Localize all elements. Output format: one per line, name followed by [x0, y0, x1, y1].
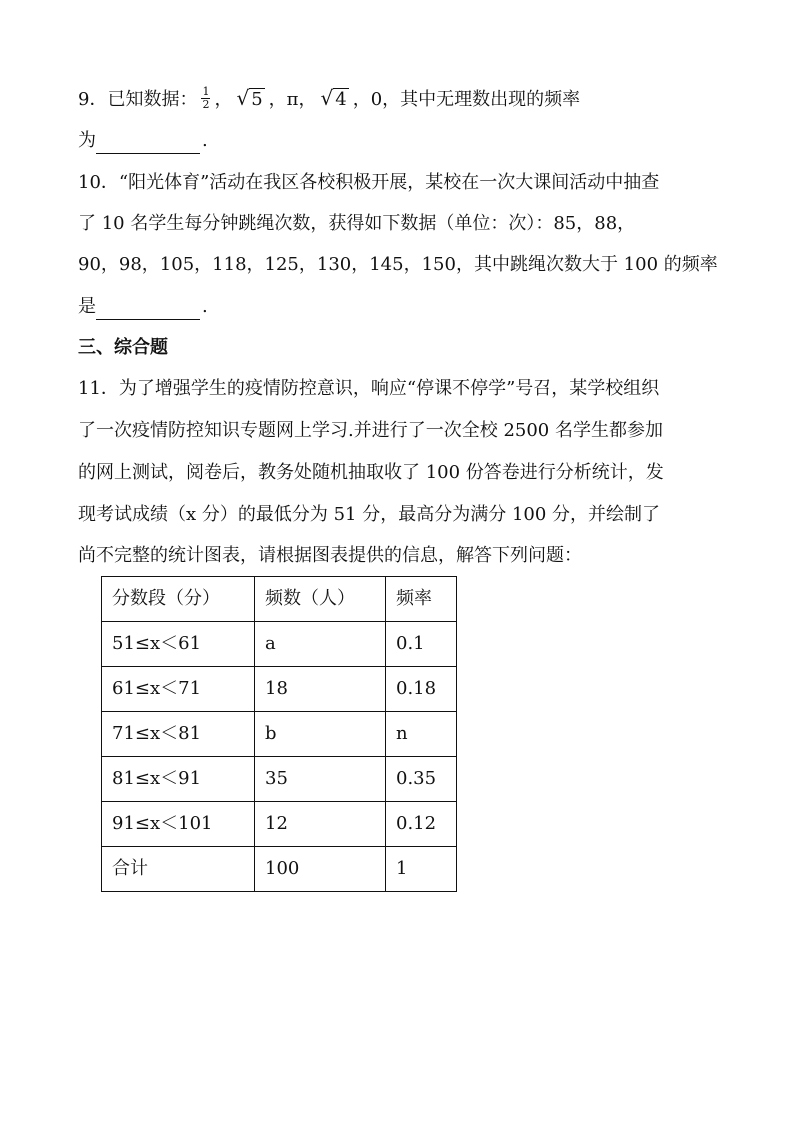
cell-score-range: 71≤x＜81 — [102, 712, 255, 757]
q10-period: . — [202, 296, 208, 317]
fraction-denominator: 2 — [202, 97, 210, 111]
table-row — [102, 667, 457, 712]
cell-count: 18 — [255, 667, 386, 712]
header-score-range: 分数段（分） — [102, 577, 255, 622]
cell-score-range: 51≤x＜61 — [102, 622, 255, 667]
q9-middle: ，π， — [268, 89, 317, 110]
cell-count: 12 — [255, 802, 386, 847]
answer-blank-q10[interactable] — [96, 299, 200, 320]
cell-score-range: 81≤x＜91 — [102, 757, 255, 802]
cell-score-range: 61≤x＜71 — [102, 667, 255, 712]
sqrt-four — [321, 85, 349, 113]
section-heading: 三、综合题 — [78, 337, 168, 358]
cell-total-rate: 1 — [386, 847, 457, 892]
cell-total-count: 100 — [255, 847, 386, 892]
cell-total-label: 合计 — [102, 847, 255, 892]
radicand: 5 — [251, 89, 263, 110]
sqrt-five — [236, 85, 264, 113]
table-row — [102, 802, 457, 847]
cell-rate: 0.18 — [386, 667, 457, 712]
table-total-row — [102, 847, 457, 892]
q10-line4-text: 是 — [78, 296, 96, 317]
cell-rate: n — [386, 712, 457, 757]
table-header-row — [102, 577, 457, 622]
question-11-line-2: 了一次疫情防控知识专题网上学习.并进行了一次全校 2500 名学生都参加 — [78, 420, 663, 441]
cell-rate: 0.1 — [386, 622, 457, 667]
cell-count: 35 — [255, 757, 386, 802]
table-row — [102, 712, 457, 757]
q9-prefix: 9．已知数据： — [78, 89, 198, 110]
cell-score-range: 91≤x＜101 — [102, 802, 255, 847]
question-11-line-3: 的网上测试，阅卷后，教务处随机抽取收了 100 份答卷进行分析统计，发 — [78, 462, 664, 483]
fraction-numerator: 1 — [202, 84, 210, 98]
table-row — [102, 757, 457, 802]
radical-sign: √ — [320, 86, 334, 110]
question-10-line-2: 了 10 名学生每分钟跳绳次数，获得如下数据（单位：次）：85，88， — [78, 213, 636, 234]
question-11-line-5: 尚不完整的统计图表，请根据图表提供的信息，解答下列问题： — [78, 545, 582, 566]
q9-line2-text: 为 — [78, 130, 96, 151]
question-10-line-1: 10．“阳光体育”活动在我区各校积极开展，某校在一次大课间活动中抽查 — [78, 172, 660, 193]
q9-suffix: ，0，其中无理数出现的频率 — [352, 89, 581, 110]
question-9-line-2 — [78, 128, 208, 154]
frequency-table — [101, 576, 457, 892]
question-11-line-1: 11．为了增强学生的疫情防控意识，响应“停课不停学”号召，某学校组织 — [78, 378, 660, 399]
q9-period: . — [202, 130, 208, 151]
table-row — [102, 622, 457, 667]
fraction-one-half — [201, 86, 210, 111]
cell-count: a — [255, 622, 386, 667]
question-10-line-4 — [78, 294, 208, 320]
header-relative-frequency: 频率 — [386, 577, 457, 622]
cell-rate: 0.12 — [386, 802, 457, 847]
cell-rate: 0.35 — [386, 757, 457, 802]
header-frequency-count: 频数（人） — [255, 577, 386, 622]
cell-count: b — [255, 712, 386, 757]
q9-separator: ， — [214, 89, 233, 110]
radical-sign: √ — [236, 86, 250, 110]
answer-blank-q9[interactable] — [96, 133, 200, 154]
question-10-line-3: 90，98，105，118，125，130，145，150，其中跳绳次数大于 100 的频率 — [78, 254, 718, 275]
radicand: 4 — [335, 89, 347, 110]
question-11-line-4: 现考试成绩（x 分）的最低分为 51 分，最高分为满分 100 分，并绘制了 — [78, 504, 661, 525]
question-9-line-1 — [78, 85, 580, 113]
